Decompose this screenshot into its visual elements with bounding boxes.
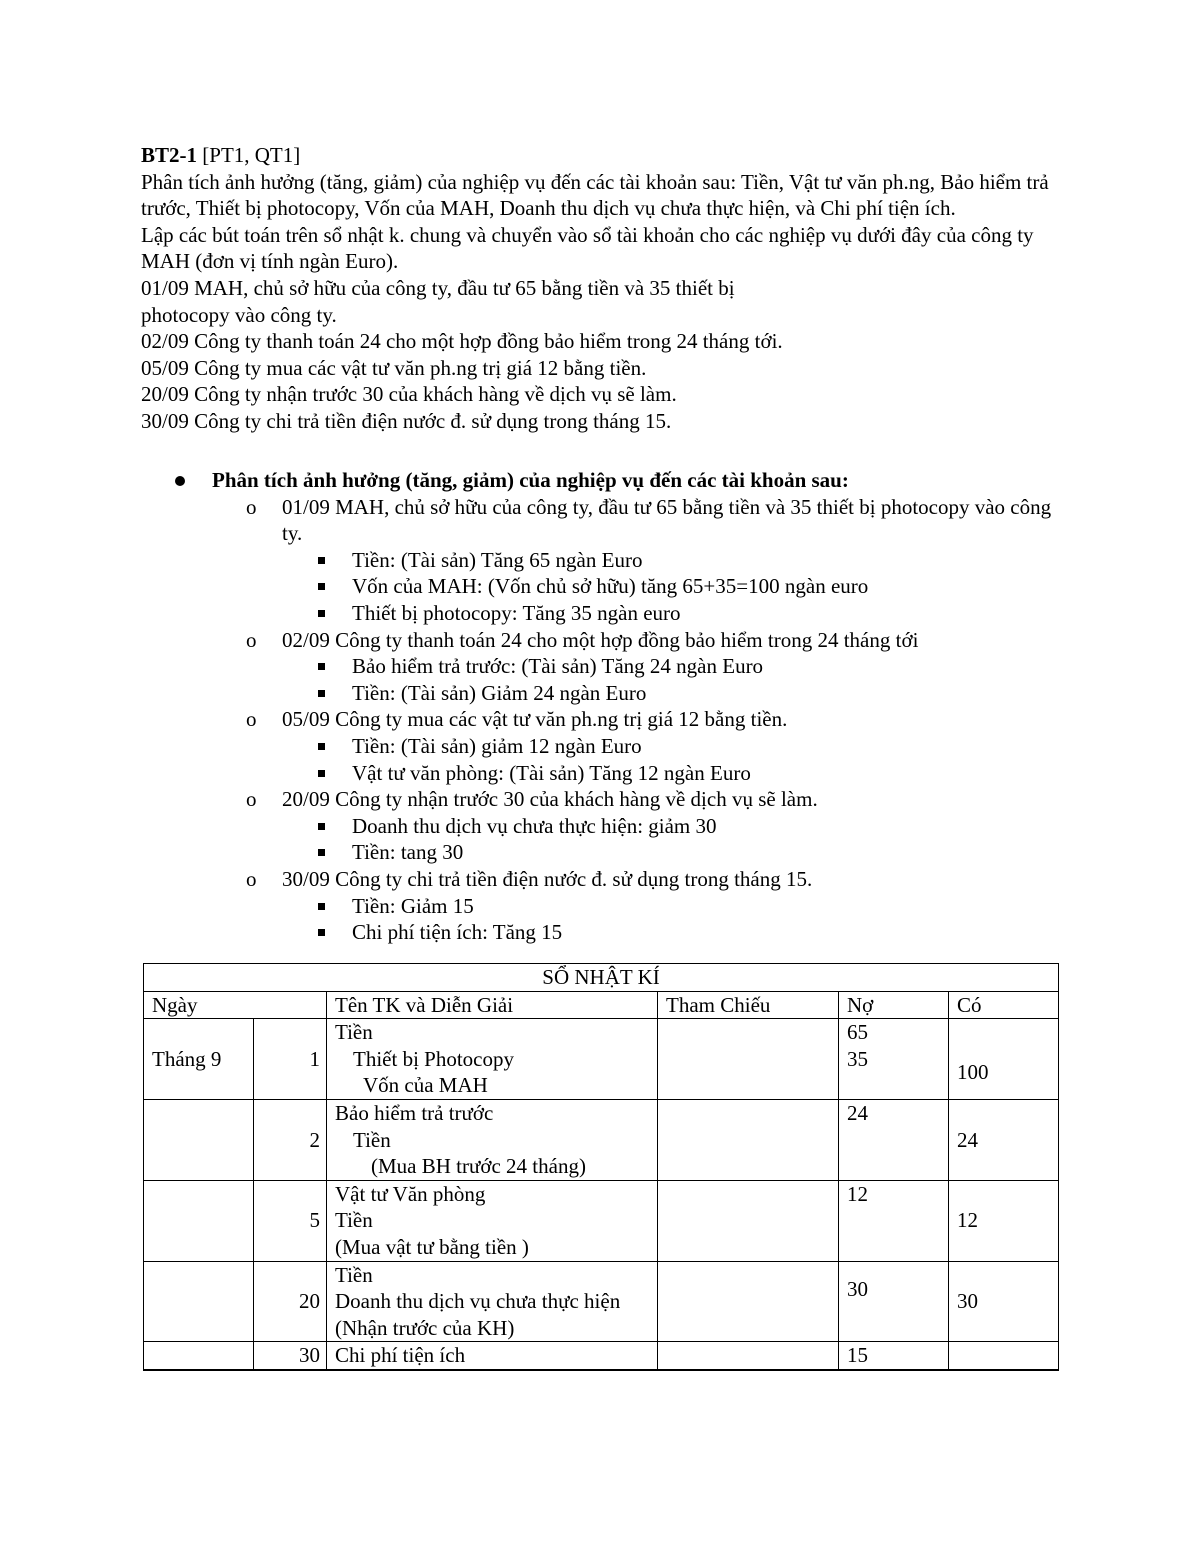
header-debit: Nợ: [839, 991, 949, 1019]
effect-item: Chi phí tiện ích: Tăng 15: [141, 919, 1071, 946]
month-cell: [144, 1261, 254, 1342]
journal-table: [143, 963, 1059, 1371]
credit-cell: 100: [949, 1019, 1059, 1100]
header-reference: Tham Chiếu: [658, 991, 839, 1019]
journal-header-row: [144, 991, 1059, 1019]
table-row: [144, 1099, 1059, 1180]
day-cell: 5: [254, 1180, 327, 1261]
circle-marker-icon: o: [246, 707, 257, 732]
credit-cell: [949, 1342, 1059, 1370]
debit-cell: 15: [839, 1342, 949, 1370]
intro-paragraph-1: Phân tích ảnh hưởng (tăng, giảm) của nghiệp vụ đến các tài khoản sau: Tiền, Vật tư văn ph.ng, Bảo hiểm trả trước, Thiết bị photocopy, Vốn của MAH, Doanh thu dịch vụ chưa thực hiện, và Chi phí tiện ích.: [141, 169, 1049, 221]
square-bullet-icon: [318, 557, 325, 564]
effect-item: Tiền: (Tài sản) Giảm 24 ngàn Euro: [141, 680, 1071, 707]
account-cell: Tiền Thiết bị Photocopy Vốn của MAH: [327, 1019, 658, 1100]
reference-cell: [658, 1342, 839, 1370]
account-cell: Vật tư Văn phòng Tiền (Mua vật tư bằng tiền ): [327, 1180, 658, 1261]
table-row: [144, 1261, 1059, 1342]
exercise-title: [141, 142, 1071, 169]
month-cell: [144, 1180, 254, 1261]
journal-title-row: [144, 964, 1059, 992]
header-account: Tên TK và Diễn Giải: [327, 991, 658, 1019]
reference-cell: [658, 1180, 839, 1261]
transaction-line-5: 30/09 Công ty chi trả tiền điện nước đ. sử dụng trong tháng 15.: [141, 408, 672, 433]
circle-marker-icon: o: [246, 866, 257, 891]
day-cell: 1: [254, 1019, 327, 1100]
table-row: [144, 1019, 1059, 1100]
reference-cell: [658, 1261, 839, 1342]
square-bullet-icon: [318, 929, 325, 936]
effect-item: Tiền: Giảm 15: [141, 893, 1071, 920]
day-cell: 30: [254, 1342, 327, 1370]
account-cell: Tiền Doanh thu dịch vụ chưa thực hiện (Nhận trước của KH): [327, 1261, 658, 1342]
effect-item: Doanh thu dịch vụ chưa thực hiện: giảm 30: [141, 813, 1071, 840]
intro-paragraph-2: Lập các bút toán trên sổ nhật k. chung và chuyển vào sổ tài khoản cho các nghiệp vụ dưới đây của công ty MAH (đơn vị tính ngàn Euro).: [141, 222, 1034, 274]
effect-item: Vật tư văn phòng: (Tài sản) Tăng 12 ngàn Euro: [141, 760, 1071, 787]
exercise-tags: [PT1, QT1]: [197, 143, 301, 167]
transaction-line-1b: photocopy vào công ty.: [141, 302, 337, 327]
square-bullet-icon: [318, 823, 325, 830]
debit-cell: 12: [839, 1180, 949, 1261]
analysis-section: [141, 467, 1071, 946]
square-bullet-icon: [318, 663, 325, 670]
effect-item: Tiền: (Tài sản) Tăng 65 ngàn Euro: [141, 547, 1071, 574]
bullet-icon: [175, 476, 185, 486]
table-row: [144, 1342, 1059, 1370]
debit-cell: 65 35: [839, 1019, 949, 1100]
transaction-line-1a: 01/09 MAH, chủ sở hữu của công ty, đầu tư 65 bằng tiền và 35 thiết bị: [141, 275, 735, 300]
analysis-item: o 01/09 MAH, chủ sở hữu của công ty, đầu tư 65 bằng tiền và 35 thiết bị photocopy vào công ty.: [246, 494, 1052, 546]
debit-cell: 30: [839, 1261, 949, 1342]
exercise-intro: [141, 142, 1071, 435]
header-date: Ngày: [144, 991, 327, 1019]
month-cell: Tháng 9: [144, 1019, 254, 1100]
square-bullet-icon: [318, 583, 325, 590]
transaction-line-2: 02/09 Công ty thanh toán 24 cho một hợp đồng bảo hiểm trong 24 tháng tới.: [141, 329, 783, 354]
analysis-heading: Phân tích ảnh hưởng (tăng, giảm) của nghiệp vụ đến các tài khoản sau:: [141, 467, 1071, 494]
header-credit: Có: [949, 991, 1059, 1019]
analysis-item: o 05/09 Công ty mua các vật tư văn ph.ng trị giá 12 bằng tiền.: [246, 707, 788, 732]
month-cell: [144, 1099, 254, 1180]
day-cell: 2: [254, 1099, 327, 1180]
effect-item: Tiền: tang 30: [141, 839, 1071, 866]
analysis-item: o 30/09 Công ty chi trả tiền điện nước đ. sử dụng trong tháng 15.: [246, 866, 813, 891]
square-bullet-icon: [318, 770, 325, 777]
effect-item: Thiết bị photocopy: Tăng 35 ngàn euro: [141, 600, 1071, 627]
transaction-line-3: 05/09 Công ty mua các vật tư văn ph.ng trị giá 12 bằng tiền.: [141, 355, 647, 380]
day-cell: 20: [254, 1261, 327, 1342]
table-row: [144, 1180, 1059, 1261]
credit-cell: 12: [949, 1180, 1059, 1261]
month-cell: [144, 1342, 254, 1370]
analysis-item: o 02/09 Công ty thanh toán 24 cho một hợp đồng bảo hiểm trong 24 tháng tới: [246, 627, 919, 652]
circle-marker-icon: o: [246, 787, 257, 812]
credit-cell: 24: [949, 1099, 1059, 1180]
debit-cell: 24: [839, 1099, 949, 1180]
credit-cell: 30: [949, 1261, 1059, 1342]
reference-cell: [658, 1099, 839, 1180]
analysis-item: o 20/09 Công ty nhận trước 30 của khách hàng về dịch vụ sẽ làm.: [246, 787, 818, 812]
square-bullet-icon: [318, 743, 325, 750]
transaction-line-4: 20/09 Công ty nhận trước 30 của khách hàng về dịch vụ sẽ làm.: [141, 382, 677, 407]
account-cell: Bảo hiểm trả trước Tiền (Mua BH trước 24 tháng): [327, 1099, 658, 1180]
square-bullet-icon: [318, 849, 325, 856]
effect-item: Tiền: (Tài sản) giảm 12 ngàn Euro: [141, 733, 1071, 760]
circle-marker-icon: o: [246, 627, 257, 652]
square-bullet-icon: [318, 903, 325, 910]
reference-cell: [658, 1019, 839, 1100]
journal-title: SỔ NHẬT KÍ: [144, 964, 1059, 992]
effect-item: Vốn của MAH: (Vốn chủ sở hữu) tăng 65+35=100 ngàn euro: [141, 573, 1071, 600]
account-cell: Chi phí tiện ích: [327, 1342, 658, 1370]
square-bullet-icon: [318, 610, 325, 617]
square-bullet-icon: [318, 690, 325, 697]
exercise-code: BT2-1: [141, 143, 198, 167]
circle-marker-icon: o: [246, 494, 257, 519]
effect-item: Bảo hiểm trả trước: (Tài sản) Tăng 24 ngàn Euro: [141, 653, 1071, 680]
